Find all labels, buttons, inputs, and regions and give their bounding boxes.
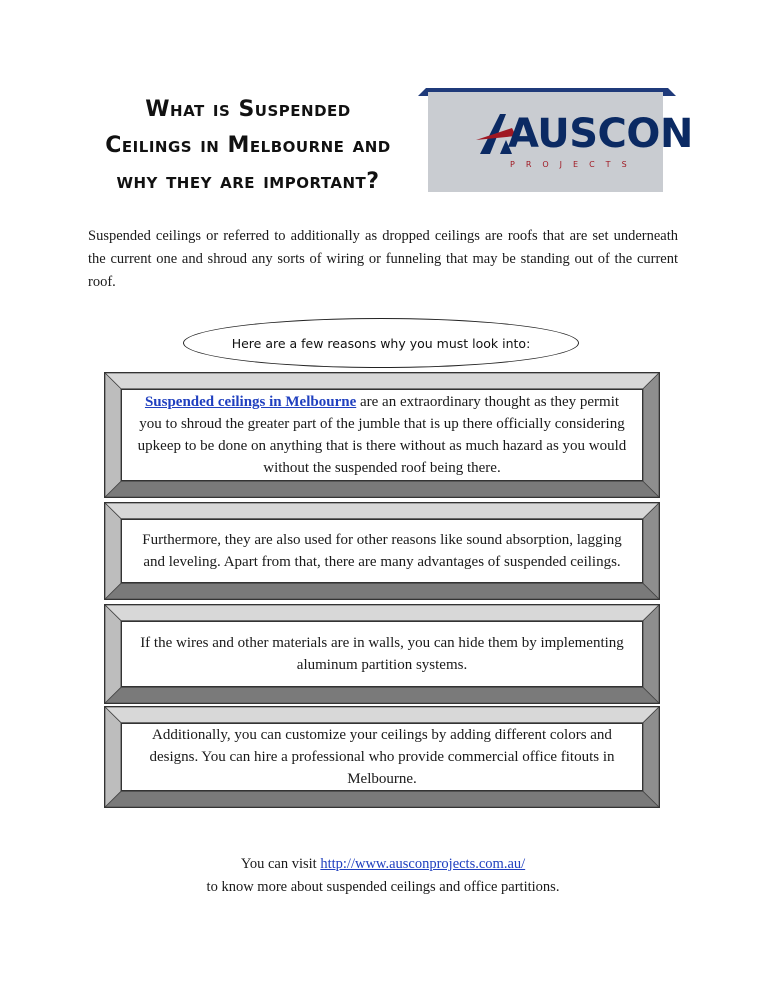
suspended-ceilings-link[interactable]: Suspended ceilings in Melbourne [144,394,357,410]
website-link[interactable]: http://www.ausconprojects.com.au/ [320,856,526,872]
reason-box-1-text [134,391,630,479]
footer-prefix: You can visit [240,856,321,872]
footer [88,853,678,899]
logo-wordmark: AUSCON [508,111,693,157]
title-line-1: What is Suspended [145,97,351,122]
callout-oval: Here are a few reasons why you must look into: [183,318,579,368]
reason-box-3 [104,604,660,704]
reason-box-4-text: Additionally, you can customize your ceilings by adding different colors and designs. You can hire a professional who provide commercial office fitouts in Melbourne. [149,727,615,787]
reason-box-1-content [121,389,643,481]
title-line-2: Ceilings in Melbourne and [105,133,391,158]
page-title [88,92,408,200]
footer-line-1 [88,853,678,876]
reason-box-4-content [121,723,643,791]
reason-box-3-text: If the wires and other materials are in walls, you can hide them by implementing aluminum partition systems. [140,635,624,673]
title-line-3: why they are important? [116,169,380,194]
reason-box-3-content [121,621,643,687]
reason-box-2-text: Furthermore, they are also used for other reasons like sound absorption, lagging and leveling. Apart from that, there are many advantages of suspended ceilings. [142,532,622,570]
reason-box-2 [104,502,660,600]
reason-box-4 [104,706,660,808]
intro-paragraph: Suspended ceilings or referred to additionally as dropped ceilings are roofs that are set underneath the current one and shroud any sorts of wiring or funneling that may be standing out of the current roof. [88,228,678,290]
reason-box-2-content [121,519,643,583]
auscon-logo [428,92,693,192]
footer-line-2: to know more about suspended ceilings and office partitions. [206,879,560,895]
logo-subtitle: PROJECTS [510,160,638,169]
reason-box-1 [104,372,660,498]
reason-box-1-body: are an extraordinary thought as they permit you to shroud the greater part of the jumble that is up there officially considering upkeep to be done on anything that is there without as much hazard as you would without the suspended roof being there. [137,394,627,476]
